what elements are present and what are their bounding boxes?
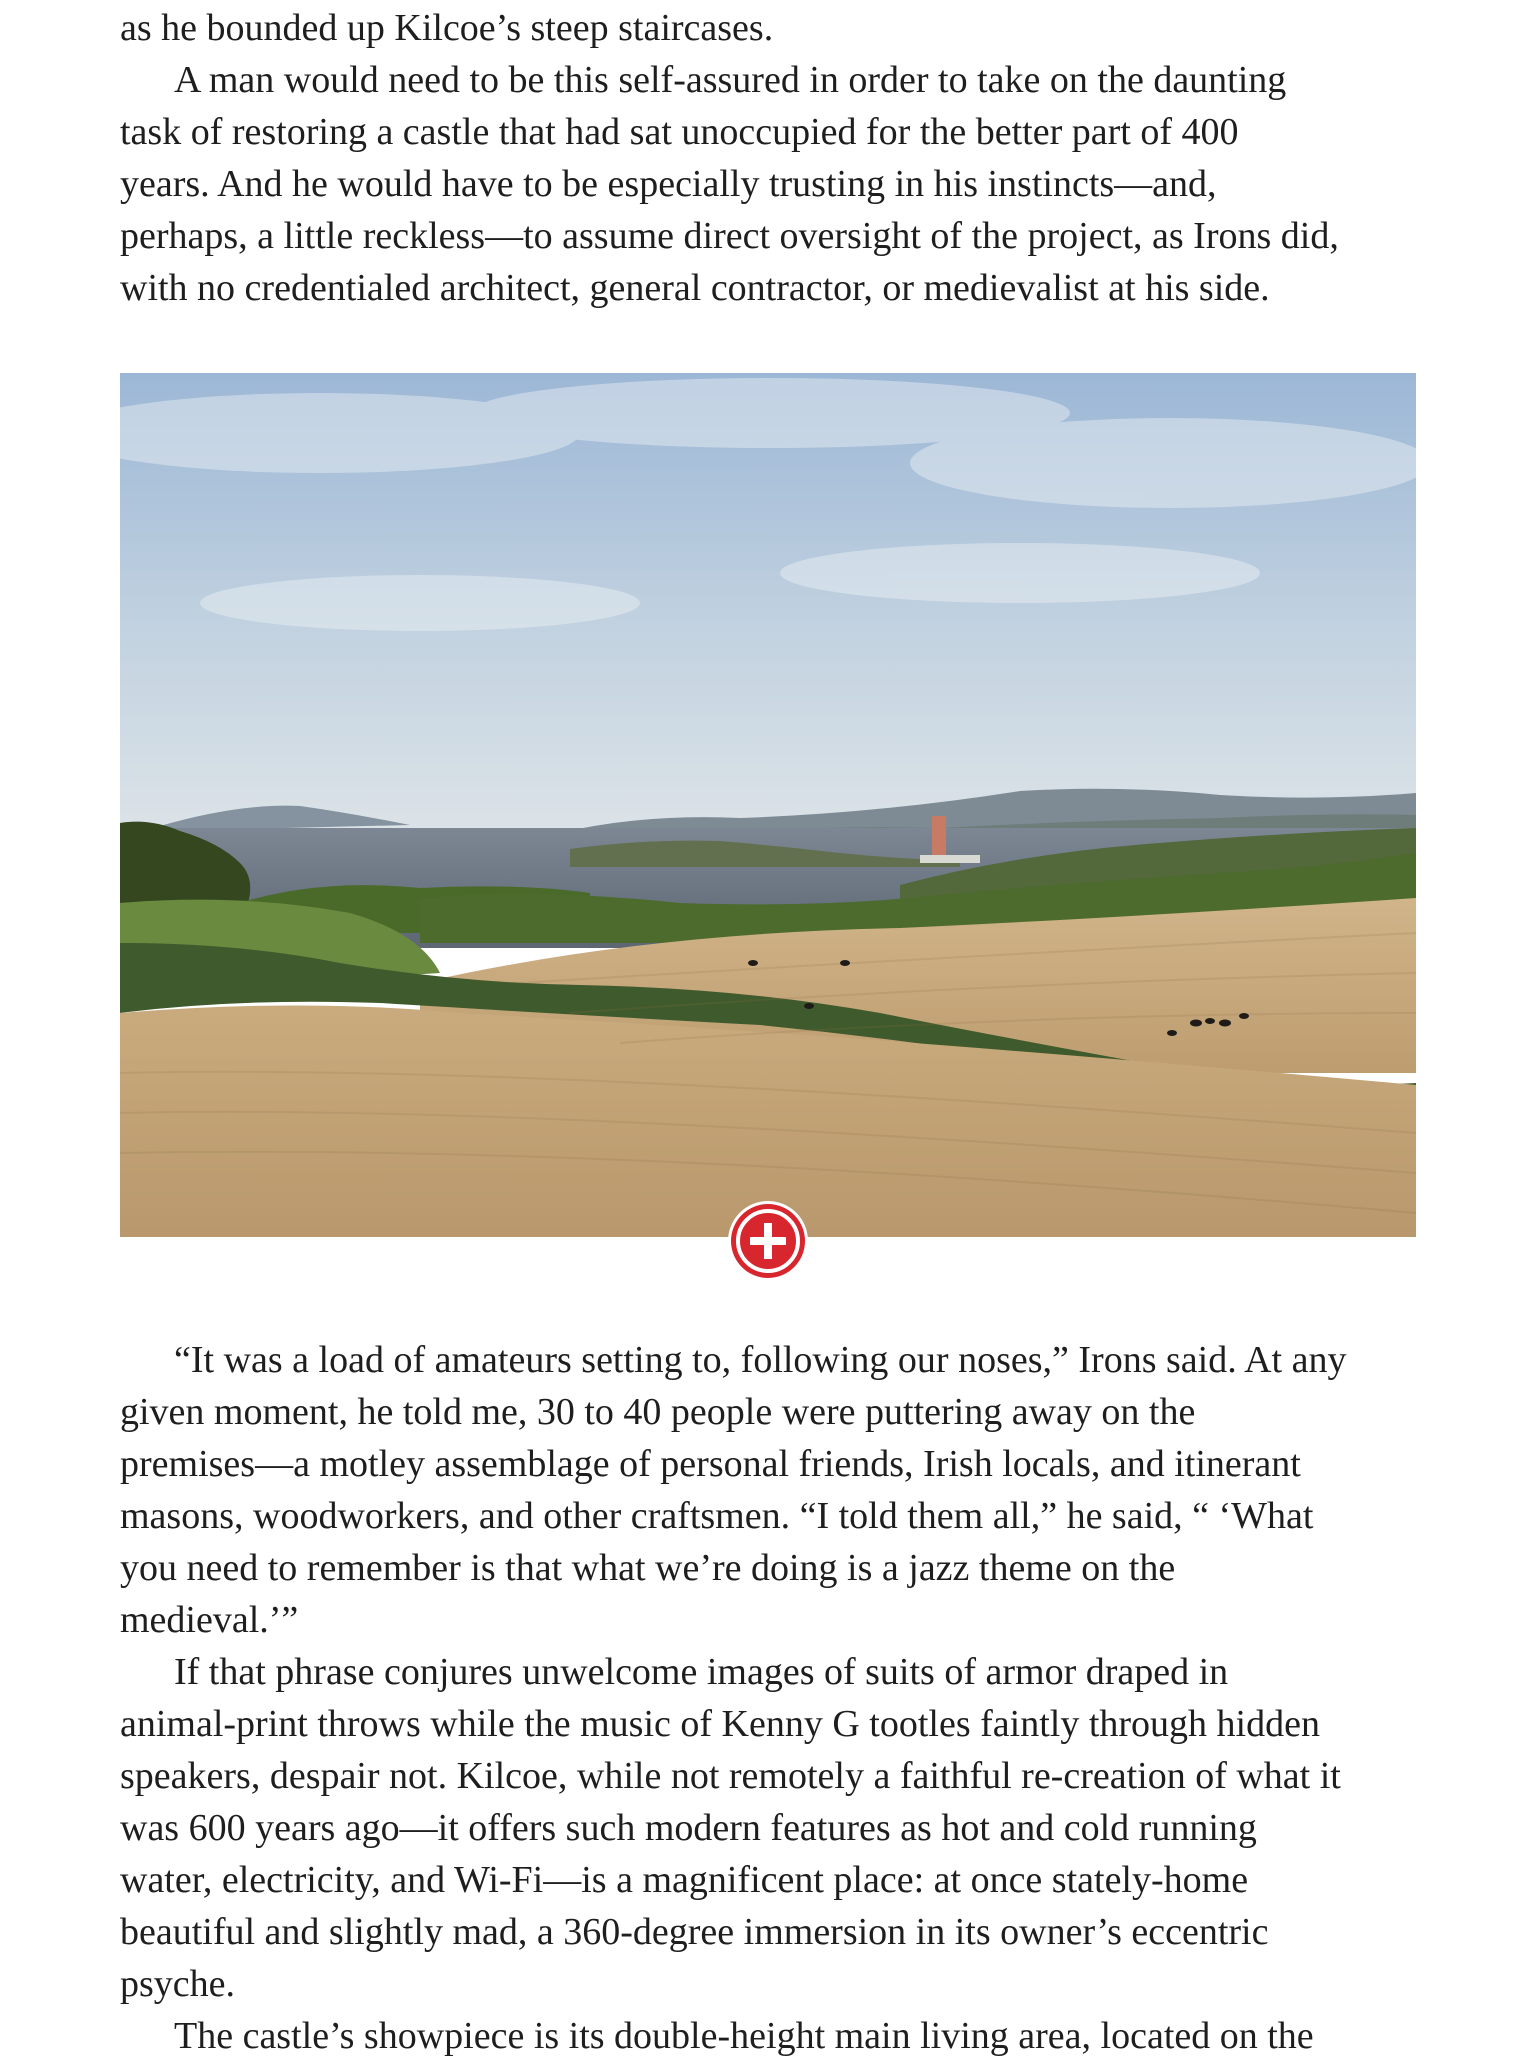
article-text-bottom bbox=[120, 1334, 1416, 2062]
paragraph: as he bounded up Kilcoe’s steep staircases. bbox=[120, 7, 774, 49]
paragraph: The castle’s showpiece is its double-height main living area, located on the bbox=[174, 2015, 1314, 2057]
expand-photo-button[interactable] bbox=[726, 1199, 810, 1283]
article-text-top bbox=[120, 2, 1416, 314]
landscape-photo-image bbox=[120, 373, 1416, 1237]
landscape-photo bbox=[120, 373, 1416, 1237]
castle-tower bbox=[932, 816, 946, 856]
paragraph: A man would need to be this self-assured in order to take on the daunting task of restoring a castle that had sat unoccupied for the better part of 400 years. And he would have to be especially trusting in his instincts—and, perhaps, a little reckless—to assume direct oversight of the project, as Irons did, with no credentialed architect, general contractor, or medievalist at his side. bbox=[120, 59, 1339, 309]
plus-circle-icon bbox=[726, 1199, 810, 1283]
paragraph: “It was a load of amateurs setting to, following our noses,” Irons said. At any given moment, he told me, 30 to 40 people were puttering away on the premises—a motley assemblage of personal friends, Irish locals, and itinerant masons, woodworkers, and other craftsmen. “I told them all,” he said, “ ‘What you need to remember is that what we’re doing is a jazz theme on the medieval.’” bbox=[120, 1339, 1347, 1641]
paragraph: If that phrase conjures unwelcome images of suits of armor draped in animal-print throws while the music of Kenny G tootles faintly through hidden speakers, despair not. Kilcoe, while not remotely a faithful re-creation of what it was 600 years ago—it offers such modern features as hot and cold running water, electricity, and Wi-Fi—is a magnificent place: at once stately-home beautiful and slightly mad, a 360-degree immersion in its owner’s eccentric psyche. bbox=[120, 1651, 1341, 2005]
